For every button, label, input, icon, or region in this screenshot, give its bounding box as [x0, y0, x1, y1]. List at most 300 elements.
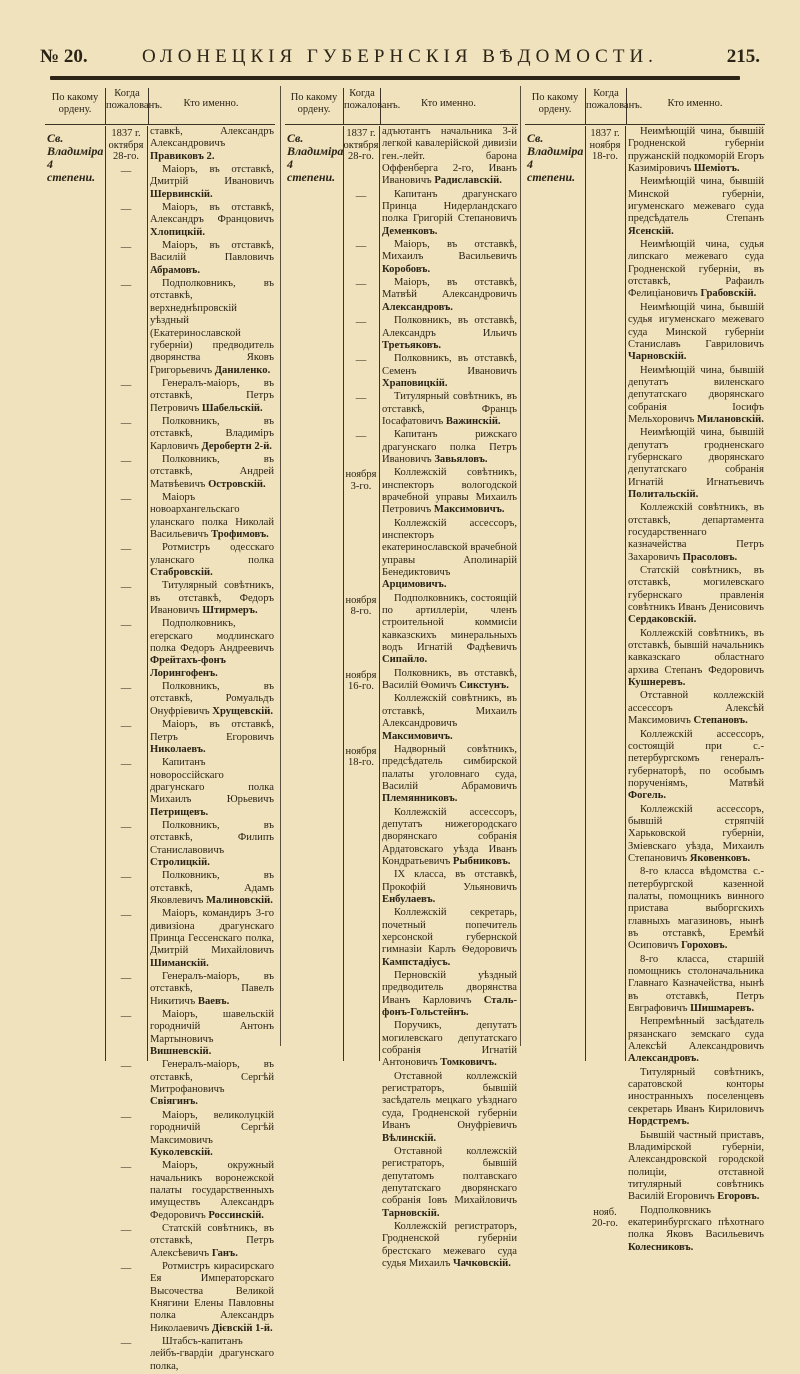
rank-and-position: Маіоръ, окружный начальникъ воронежской палаты государственныхъ имуществъ Александръ Федоровичъ [150, 1160, 274, 1221]
register-entry [343, 518, 518, 593]
recipient-description [625, 954, 765, 1017]
award-date [585, 628, 625, 691]
register-column [285, 86, 518, 1269]
table-header [525, 86, 765, 125]
recipient-surname: Яковенковъ. [689, 852, 751, 864]
award-date: — [120, 204, 132, 216]
register-entry [343, 907, 518, 970]
order-name: Св. Владиміра 4 степени. [527, 131, 584, 184]
register-entry [105, 908, 275, 971]
award-date [343, 1020, 379, 1070]
recipient-surname: Вишневскій. [150, 1046, 212, 1058]
recipient-surname: Абрамовъ. [150, 264, 200, 276]
recipient-description [379, 1221, 518, 1271]
rank-and-position: Маіоръ, въ отставкѣ, Петръ Егоровичъ [150, 719, 274, 743]
recipient-surname: Грабовскій. [700, 288, 757, 300]
register-entry [343, 467, 518, 517]
recipient-description [379, 429, 518, 467]
award-date: — [120, 1061, 132, 1073]
recipient-surname: Максимовичъ. [382, 730, 453, 742]
award-date: — [120, 1262, 132, 1274]
recipient-surname: Чачковскій. [452, 1257, 511, 1269]
register-entry [105, 542, 275, 580]
recipient-surname: Тарновскій. [382, 1207, 440, 1219]
recipient-surname: Хлопицкій. [150, 226, 206, 238]
recipient-surname: Шиманскій. [150, 957, 209, 969]
masthead [40, 44, 760, 70]
register-entry [343, 1221, 518, 1271]
recipient-description [379, 467, 518, 517]
newspaper-title: ОЛОНЕЦКІЯ ГУБЕРНСКІЯ ВѢДОМОСТИ. [142, 46, 658, 67]
recipient-description [147, 1009, 275, 1059]
rank-and-position: Неимѣющій чина, бывшій судья игуменскаго межеваго суда Минской губерніи Станиславъ Гавриловичъ [628, 301, 764, 350]
register-entry [585, 690, 765, 728]
rank-and-position: Полковникъ, въ отставкѣ, Александръ Ильичъ [382, 315, 517, 339]
recipient-description [379, 391, 518, 429]
recipient-description [147, 1336, 275, 1374]
award-date: ноября 3-го. [345, 469, 377, 492]
register-entry [105, 1223, 275, 1261]
award-date [343, 1221, 379, 1271]
register-entry [585, 427, 765, 502]
recipient-description [147, 1110, 275, 1160]
register-entry [343, 391, 518, 429]
award-date [585, 1130, 625, 1205]
recipient-surname: Ясенскій. [628, 225, 674, 237]
register-entry [343, 429, 518, 467]
recipient-surname: Малиновскій. [205, 894, 273, 906]
rank-and-position: адъютантъ начальника 3-й легкой кавалерійской дивизіи ген.-лейт. барона Оффенберга 2-го, Иванъ Ивановичъ [382, 126, 517, 187]
award-date: — [355, 190, 367, 202]
column-divider [280, 86, 281, 1046]
award-date: — [120, 759, 132, 771]
rank-and-position: IX класса, въ отставкѣ, Прокофій Ульяновичъ [382, 869, 517, 893]
order-name: Св. Владиміра 4 степени. [287, 131, 344, 184]
register-entry [343, 239, 518, 277]
rank-and-position: Коллежскій совѣтникъ, въ отставкѣ, бывшій начальникъ кавказскаго областнаго архива Степанъ Федоровичъ [628, 627, 764, 676]
register-entry [343, 126, 518, 189]
award-date: — [120, 582, 132, 594]
award-date [585, 1016, 625, 1066]
recipient-surname: Шишмаревъ. [690, 1003, 755, 1015]
recipient-surname: Прасоловъ. [682, 551, 738, 563]
rank-and-position: Надворный совѣтникъ, предсѣдатель симбирской палаты уголовнаго суда, Василій Абрамовичъ [382, 743, 517, 792]
award-date [343, 1071, 379, 1146]
rank-and-position: Полковникъ, въ отставкѣ, Филипъ Станиславовичъ [150, 819, 274, 856]
recipient-surname: Томковичъ. [440, 1057, 497, 1069]
register-entry [343, 353, 518, 391]
recipient-description [147, 870, 275, 908]
register-entry [585, 302, 765, 365]
award-date [343, 807, 379, 870]
recipient-surname: Куколевскій. [150, 1146, 213, 1158]
recipient-description [625, 126, 765, 176]
award-date: — [120, 1162, 132, 1174]
rank-and-position: Маіоръ, въ отставкѣ, Дмитрій Ивановичъ [150, 164, 274, 188]
recipient-surname: Россинскій. [208, 1209, 264, 1221]
recipient-description [379, 277, 518, 315]
register-entry [105, 1336, 275, 1374]
award-date [343, 869, 379, 907]
register-entry [585, 239, 765, 302]
rank-and-position: Генералъ-маіоръ, въ отставкѣ, Павелъ Никитичъ [150, 971, 274, 1007]
award-date [343, 907, 379, 970]
award-date: — [120, 455, 132, 467]
recipient-description [379, 126, 518, 189]
rank-and-position: Маіоръ, въ отставкѣ, Михаилъ Васильевичъ [382, 239, 517, 263]
recipient-surname: Кампстадіусъ. [382, 956, 451, 968]
award-date [585, 302, 625, 365]
recipient-surname: Храповицкій. [382, 377, 448, 389]
rank-and-position: Неимѣющій чина, бывшій Минской губерніи, игуменскаго межеваго суда предсѣдатель Степанъ [628, 176, 764, 225]
rank-and-position: Коллежскій совѣтникъ, въ отставкѣ, Михаилъ Александровичъ [382, 693, 517, 730]
award-date: 1837 г. ноября 18-го. [589, 128, 621, 163]
award-date: — [120, 721, 132, 733]
rank-and-position: Коллежскій ассессоръ, бывшій стряпчій Харьковской губерніи, Зміевскаго уѣзда, Михаилъ Степановичъ [628, 803, 764, 864]
register-entry [585, 502, 765, 565]
award-date: 1837 г. октября 28-го. [108, 128, 144, 163]
table-header [285, 86, 518, 125]
table-body [525, 126, 765, 1253]
rank-and-position: Генералъ-маіоръ, въ отставкѣ, Петръ Петровичъ [150, 377, 274, 414]
rank-and-position: Подполковникъ, состоящій по артиллеріи, членъ строительной коммисіи кавказскихъ минеральныхъ водъ Игнатій Фадѣевичъ [382, 592, 517, 654]
award-date: — [120, 379, 132, 391]
rank-and-position: Отставной коллежскій регистраторъ, бывшій засѣдатель мецкаго уѣзднаго суда, Гродненской губерніи Иванъ Онуфріевичъ [382, 1070, 517, 1132]
recipient-description [625, 1205, 765, 1255]
award-date: — [120, 280, 132, 292]
award-date [585, 690, 625, 728]
recipient-description [625, 239, 765, 302]
rank-and-position: 8-го класса вѣдомства с.-петербургской казенной палаты, помощникъ винного пристава выборгскихъ главныхъ магазиновъ, нынѣ въ отставкѣ, Еремѣй Осиповичъ [628, 866, 764, 952]
register-entry [585, 565, 765, 628]
register-entry [585, 628, 765, 691]
recipient-surname: Даниленко. [214, 364, 271, 376]
recipient-surname: Сикстунъ. [459, 680, 509, 692]
recipient-description [147, 1261, 275, 1336]
recipient-surname: Шеміотъ. [693, 163, 740, 175]
rank-and-position: Отставной коллежскій регистраторъ, бывшій депутатомъ полтавскаго депутатскаго дворянскаго собранія Іовъ Михайловичъ [382, 1145, 517, 1207]
recipient-description [147, 820, 275, 870]
award-date: — [355, 279, 367, 291]
register-entry [585, 365, 765, 428]
recipient-description [147, 492, 275, 542]
award-date: — [120, 620, 132, 632]
recipient-description [625, 628, 765, 691]
order-name: Св. Владиміра 4 степени. [47, 131, 104, 184]
register-entry [105, 719, 275, 757]
recipient-surname: Егоровъ. [717, 1191, 760, 1203]
rank-and-position: Коллежскій ассессоръ, депутатъ нижегородскаго дворянскаго собранія Ардатовскаго уѣзда Иванъ Кондратьевичъ [382, 806, 517, 867]
register-entry [585, 1016, 765, 1066]
recipient-surname: Сталь-фонъ-Гольстейнъ. [382, 994, 517, 1019]
rank-and-position: Титулярный совѣтникъ, саратовской конторы иностранныхъ поселенцевъ секретарь Иванъ Кириловичъ [628, 1066, 764, 1115]
rank-and-position: Неимѣющій чина, бывшій Гродненской губерніи пружанскій подкоморій Егоръ Казиміровичъ [628, 126, 764, 175]
register-entry [105, 126, 275, 164]
award-date [585, 502, 625, 565]
award-date: ноября 8-го. [345, 594, 377, 618]
column-divider [520, 86, 521, 1046]
recipient-description [147, 618, 275, 681]
recipient-description [379, 1146, 518, 1221]
recipient-description [147, 126, 275, 164]
award-date [585, 176, 625, 239]
recipient-description [147, 278, 275, 378]
register-column [45, 86, 275, 1372]
header-date: Когда пожалованъ. [585, 88, 627, 124]
recipient-description [625, 866, 765, 953]
recipient-description [379, 189, 518, 239]
recipient-surname: Рыбниковъ. [452, 855, 511, 867]
register-entry [105, 164, 275, 202]
award-date: — [355, 355, 367, 367]
recipient-surname: Ваевъ. [197, 995, 230, 1007]
recipient-description [379, 239, 518, 277]
recipient-surname: Кушнеревъ. [628, 677, 686, 689]
rank-and-position: Бывшій частный приставъ, Владимірской губерніи, Александровской городской полиціи, отставной титулярный совѣтникъ Василій Егоровичъ [628, 1129, 764, 1203]
recipient-surname: Племянниковъ. [382, 793, 458, 805]
award-date: — [355, 241, 367, 253]
recipient-surname: Шервинскій. [150, 188, 213, 200]
rank-and-position: Полковникъ, въ отставкѣ, Андрей Матвѣевичъ [150, 453, 274, 490]
register-entry [343, 744, 518, 807]
award-date: — [120, 1111, 132, 1123]
rank-and-position: Маіоръ, въ отставкѣ, Василій Павловичъ [150, 240, 274, 264]
award-date: — [120, 683, 132, 695]
header-order: По какому ордену. [51, 92, 99, 115]
recipient-description [379, 744, 518, 807]
register-entry [105, 618, 275, 681]
register-entry [105, 240, 275, 278]
award-date [585, 1067, 625, 1130]
register-entry [105, 378, 275, 416]
award-date [343, 970, 379, 1020]
award-date [585, 804, 625, 867]
award-date: — [120, 821, 132, 833]
recipient-description [379, 315, 518, 353]
recipient-surname: Чарновскій. [628, 351, 687, 363]
register-entry [105, 278, 275, 378]
recipient-description [625, 427, 765, 502]
issue-number: № 20. [40, 46, 88, 67]
rank-and-position: Полковникъ, въ отставкѣ, Василій Ѳомичъ [382, 667, 517, 692]
recipient-surname: Правиковъ 2. [150, 150, 215, 162]
recipient-surname: Нордстремъ. [628, 1116, 690, 1128]
register-entry [343, 277, 518, 315]
recipient-description [147, 378, 275, 416]
recipient-surname: Деменковъ. [382, 225, 438, 237]
register-entry [105, 580, 275, 618]
register-entry [105, 1009, 275, 1059]
rank-and-position: Коллежскій совѣтникъ, въ отставкѣ, департамента государственнаго казначейства Петръ Захаровичъ [628, 502, 764, 563]
recipient-surname: Коробовъ. [382, 263, 431, 275]
rank-and-position: Неимѣющій чина, судья липскаго межеваго суда Гродненской губерніи, въ отставкѣ, Рафаилъ Фелиціановичъ [628, 239, 764, 300]
award-date: — [120, 973, 132, 985]
award-date: — [120, 417, 132, 429]
award-date: нояб. 20-го. [592, 1206, 618, 1230]
rank-and-position: Маіоръ, командиръ 3-го дивизіона драгунскаго Принца Гессенскаго полка, Дмитрій Михайловичъ [150, 908, 274, 957]
award-date: 1837 г. октября 28-го. [343, 128, 379, 163]
register-entry [105, 757, 275, 820]
recipient-surname: Важинскій. [445, 415, 501, 427]
register-entry [105, 1160, 275, 1223]
recipient-surname: Дієвскій 1-й. [211, 1322, 273, 1334]
recipient-description [625, 804, 765, 867]
register-entry [105, 1261, 275, 1336]
award-date [585, 239, 625, 302]
register-entry [105, 1110, 275, 1160]
award-date: — [120, 1338, 132, 1349]
recipient-description [379, 668, 518, 694]
register-entry [105, 971, 275, 1009]
recipient-description [379, 807, 518, 870]
table-header [45, 86, 275, 125]
page-number: 215. [726, 46, 760, 67]
header-order: По какому ордену. [531, 92, 579, 115]
header-order: По какому ордену. [290, 92, 338, 115]
recipient-surname: Максимовичъ. [433, 504, 505, 516]
register-entry [105, 454, 275, 492]
recipient-description [147, 202, 275, 240]
recipient-surname: Фрейтахъ-фонъ Лорингофенъ. [150, 655, 226, 679]
rank-and-position: Генералъ-маіоръ, въ отставкѣ, Сергѣй Митрофановичъ [150, 1059, 274, 1096]
rank-and-position: Подполковникъ, егерскаго модлинскаго полка Федоръ Андреевичъ [150, 618, 274, 655]
register-entry [105, 870, 275, 908]
recipient-description [147, 454, 275, 492]
award-date [343, 518, 379, 593]
recipient-description [147, 1160, 275, 1223]
register-entry [585, 1205, 765, 1255]
rank-and-position: Подполковникъ екатеринбургскаго пѣхотнаго полка Яковъ Васильевичъ [628, 1204, 764, 1241]
recipient-description [147, 580, 275, 618]
register-entry [585, 1130, 765, 1205]
recipient-surname: Колесниковъ. [628, 1241, 694, 1253]
recipient-surname: Енбулаевъ. [382, 893, 436, 905]
register-entry [585, 729, 765, 804]
register-column [525, 86, 765, 1253]
recipient-description [625, 302, 765, 365]
award-date [585, 565, 625, 628]
award-date: ноября 16-го. [345, 669, 377, 693]
header-rule [50, 76, 740, 80]
register-entry [343, 315, 518, 353]
recipient-description [379, 1020, 518, 1070]
header-who: Кто именно. [421, 98, 476, 109]
recipient-description [625, 365, 765, 428]
recipient-surname: Гороховъ. [681, 940, 728, 952]
recipient-surname: Фогель. [628, 790, 666, 802]
rank-and-position: Маіоръ, шавельскій городничій Антонъ Мартыновичъ [150, 1009, 274, 1045]
recipient-description [147, 542, 275, 580]
rank-and-position: Непремѣнный засѣдатель рязанскаго земскаго суда Алексѣй Александровичъ [628, 1016, 764, 1053]
award-date: — [120, 544, 132, 556]
rank-and-position: Коллежскій ассессоръ, инспекторъ екатеринославской врачебной управы Аполинарій Бенедиктовичъ [382, 517, 517, 579]
rank-and-position: Поручикъ, депутатъ могилевскаго депутатскаго собранія Игнатій Антоновичъ [382, 1020, 517, 1069]
register-entry [343, 970, 518, 1020]
recipient-description [147, 971, 275, 1009]
register-entry [343, 693, 518, 743]
recipient-surname: Радиславскій. [434, 175, 502, 187]
recipient-description [379, 970, 518, 1020]
award-date: — [355, 393, 367, 405]
recipient-description [147, 416, 275, 454]
recipient-surname: Александровъ. [382, 301, 453, 313]
rank-and-position: Статскій совѣтникъ, въ отставкѣ, Петръ Алексѣевичъ [150, 1222, 274, 1259]
recipient-description [625, 1067, 765, 1130]
register-entry [343, 869, 518, 907]
rank-and-position: Коллежскій регистраторъ, Гродненской губерніи брестскаго межеваго суда судья Михаилъ [382, 1220, 517, 1269]
recipient-surname: Арцимовичъ. [382, 579, 447, 591]
award-date: ноября 18-го. [345, 745, 377, 769]
recipient-description [625, 565, 765, 628]
recipient-description [625, 729, 765, 804]
rank-and-position: Маіоръ, въ отставкѣ, Александръ Францовичъ [150, 202, 274, 226]
award-date: — [355, 431, 367, 443]
award-date [585, 427, 625, 502]
award-date [585, 365, 625, 428]
rank-and-position: Полковникъ, въ отставкѣ, Ромуальдъ Онуфріевичъ [150, 681, 274, 717]
header-who: Кто именно. [183, 98, 239, 109]
register-entry [585, 866, 765, 953]
register-entry [105, 681, 275, 719]
rank-and-position: Ротмистръ кирасирскаго Ея Императорскаго Высочества Великой Княгини Елены Павловны полка Александръ Николаевичъ [150, 1260, 274, 1334]
register-entry [585, 804, 765, 867]
recipient-description [147, 681, 275, 719]
rank-and-position: Коллежскій совѣтникъ, инспекторъ вологодской врачебной управы Михаилъ Петровичъ [382, 467, 517, 516]
recipient-description [147, 757, 275, 820]
recipient-description [379, 518, 518, 593]
recipient-surname: Третьяковъ. [382, 339, 442, 351]
recipient-description [625, 690, 765, 728]
recipient-surname: Сердаковскій. [628, 614, 697, 626]
recipient-description [379, 1071, 518, 1146]
table-body [45, 126, 275, 1372]
recipient-surname: Шабельскій. [201, 402, 263, 414]
register-entry [343, 593, 518, 668]
rank-and-position: 8-го класса, старшій помощникъ столоначальника Главнаго Казначейства, нынѣ въ отставкѣ, Петръ Евграфовичъ [628, 953, 764, 1015]
table-body [285, 126, 518, 1269]
award-date [343, 693, 379, 743]
rank-and-position: Титулярный совѣтникъ, въ отставкѣ, Федоръ Ивановичъ [150, 580, 274, 617]
rank-and-position: Полковникъ, въ отставкѣ, Семенъ Ивановичъ [382, 353, 517, 377]
register-entry [105, 202, 275, 240]
recipient-description [379, 353, 518, 391]
recipient-surname: Штирмеръ. [202, 605, 258, 617]
register-entry [343, 668, 518, 694]
recipient-surname: Вѣлинскій. [382, 1132, 437, 1144]
register-entry [585, 126, 765, 176]
rank-and-position: Штабсъ-капитанъ лейбъ-гвардіи драгунскаго полка, [150, 1336, 274, 1372]
rank-and-position: Отставной коллежскій ассессоръ Алексѣй Максимовичъ [628, 690, 764, 727]
register-entry [105, 492, 275, 542]
award-date: — [355, 317, 367, 329]
header-who: Кто именно. [667, 98, 723, 109]
rank-and-position: Подполковникъ, въ отставкѣ, верхнеднѣпровскій уѣздный (Екатеринославской губерніи) предводитель дворянства Яковъ Григорьевичъ [150, 278, 274, 376]
rank-and-position: Капитанъ рижскаго драгунскаго полка Петръ Ивановичъ [382, 429, 517, 465]
recipient-description [147, 164, 275, 202]
register-entry [343, 1020, 518, 1070]
award-date: — [120, 166, 132, 178]
rank-and-position: Капитанъ новороссійскаго драгунскаго полка Михаилъ Юрьевичъ [150, 757, 274, 806]
rank-and-position: Перновскій уѣздный предводитель дворянства Иванъ Карловичъ [382, 970, 517, 1006]
rank-and-position: ставкѣ, Александръ Александровичъ [150, 126, 274, 150]
header-date: Когда пожалованъ. [105, 88, 149, 124]
register-entry [105, 416, 275, 454]
award-date: — [120, 872, 132, 884]
register-entry [343, 1146, 518, 1221]
recipient-surname: Александровъ. [628, 1053, 699, 1065]
recipient-description [147, 719, 275, 757]
recipient-description [625, 502, 765, 565]
